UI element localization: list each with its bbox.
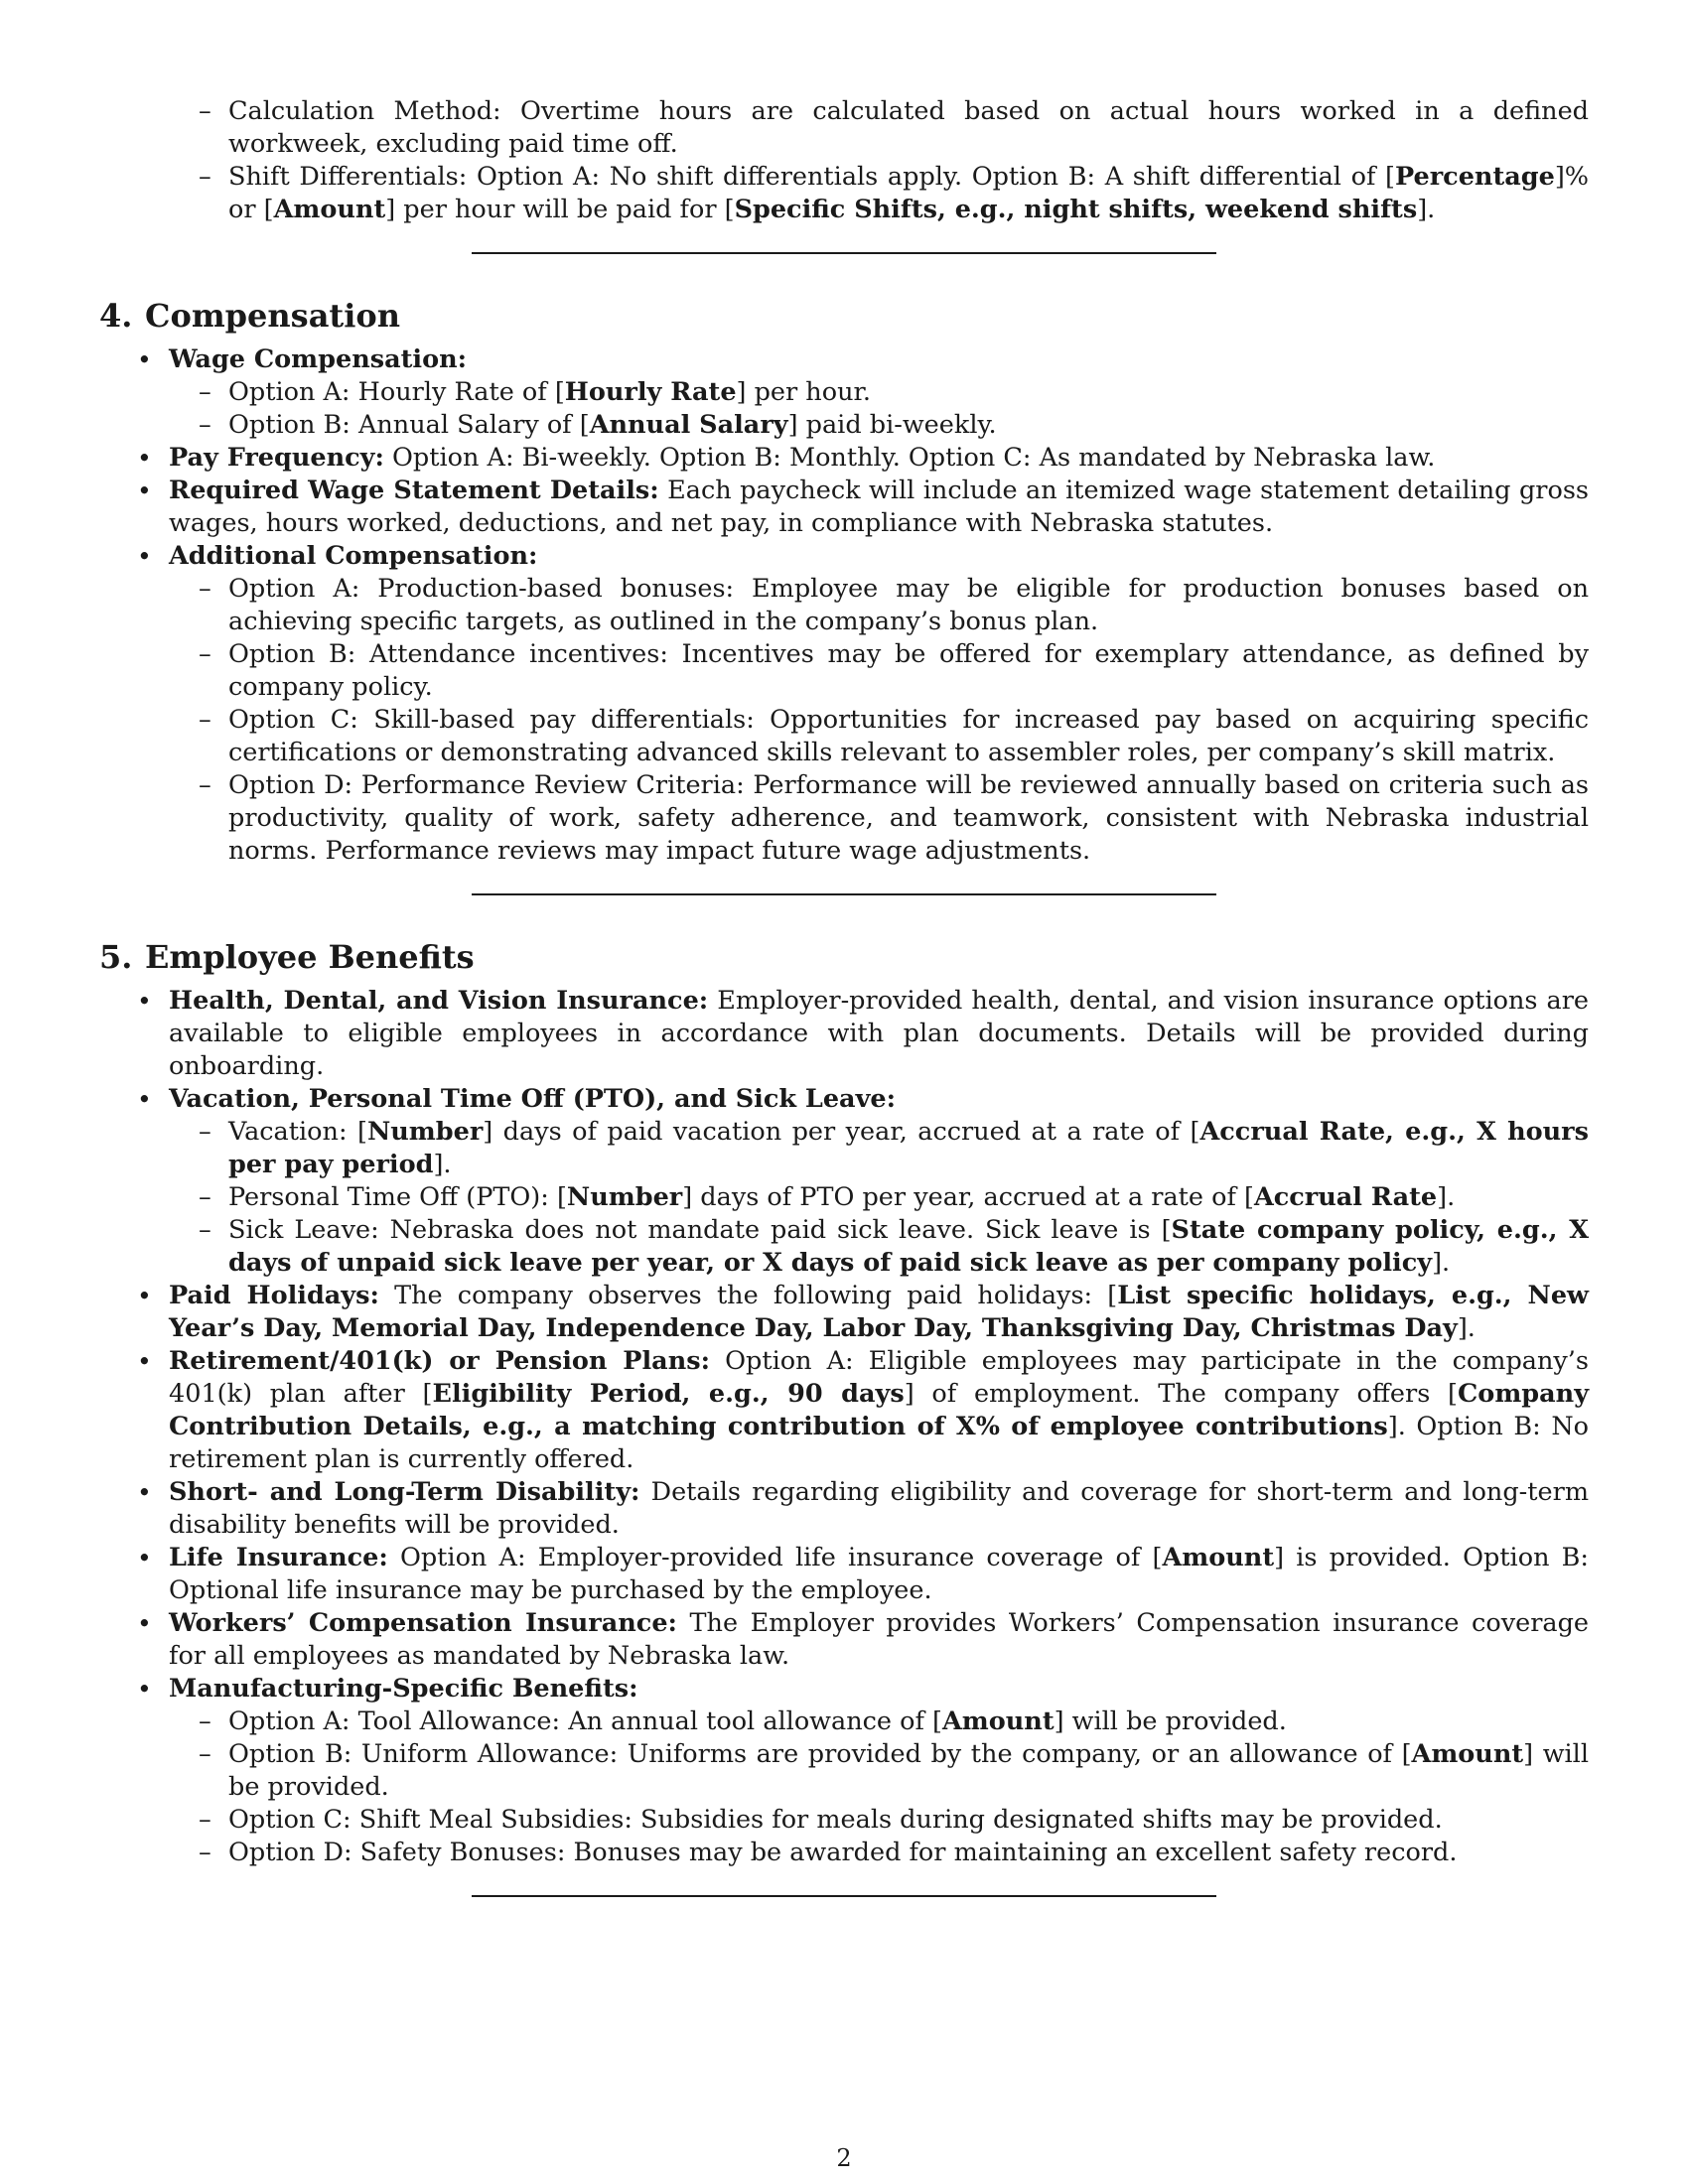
list-item [99, 161, 1589, 226]
list-item [99, 95, 1589, 161]
text-run: ]% or [ [228, 162, 1589, 224]
text-run: ] per hour will be paid for [ [385, 195, 735, 224]
list-item [99, 985, 1589, 1083]
item-label: Paid Holidays: [169, 1281, 379, 1310]
list-item [169, 409, 1589, 442]
section-divider [472, 893, 1216, 895]
placeholder-field: Amount [1162, 1543, 1275, 1572]
placeholder-field: Number [366, 1117, 484, 1147]
section-number: 4. [99, 297, 133, 335]
list-item [169, 1116, 1589, 1181]
list-item: – Option D: Safety Bonuses: Bonuses may be awarded for maintaining an excellent safety record. [169, 1837, 1589, 1869]
text-run: Each paycheck will include an itemized wage statement detailing gross wages, hours worked, deductions, and net pay, in compliance with Nebraska statutes. [169, 476, 1590, 538]
text-run: ] days of paid vacation per year, accrued at a rate of [ [483, 1117, 1200, 1147]
placeholder-field: Company Contribution Details, e.g., a matching contribution of X% of employee contributions [169, 1379, 1590, 1441]
list-item [169, 1706, 1589, 1738]
text-run: ] will be provided. [1054, 1706, 1287, 1736]
text-run: Option A: Bi-weekly. Option B: Monthly. Option C: As mandated by Nebraska law. [383, 443, 1436, 473]
placeholder-field: Accrual Rate [1253, 1182, 1438, 1212]
list-item [99, 1607, 1589, 1673]
section-heading [99, 296, 1589, 336]
list-item: – Option A: Production-based bonuses: Employee may be eligible for production bonuses based on achieving specific targets, as outlined in the company’s bonus plan. [169, 573, 1589, 638]
section-divider [472, 252, 1216, 254]
placeholder-field: Hourly Rate [564, 377, 737, 407]
placeholder-field: Eligibility Period, e.g., 90 days [432, 1379, 905, 1409]
list-item [169, 376, 1589, 409]
text-run: The Employer provides Workers’ Compensation insurance coverage for all employees as mandated by Nebraska law. [169, 1608, 1589, 1671]
text-run: ]. [1417, 195, 1436, 224]
placeholder-field: Percentage [1395, 162, 1555, 192]
section-number: 5. [99, 938, 133, 976]
text-run: ] per hour. [736, 377, 872, 407]
sub-list [169, 376, 1589, 442]
section-divider [472, 1895, 1216, 1897]
placeholder-field: Amount [273, 195, 386, 224]
item-label: Pay Frequency: [169, 443, 384, 473]
placeholder-field: Accrual Rate, e.g., X hours per pay period [228, 1117, 1589, 1179]
item-label: Manufacturing-Specific Benefits: [169, 1674, 638, 1704]
item-label: Short- and Long-Term Disability: [169, 1477, 640, 1507]
text-run: Option A: No shift differentials apply. Option B: A shift differential of [ [467, 162, 1396, 192]
page-content [99, 95, 1589, 1897]
placeholder-field: Specific Shifts, e.g., night shifts, weekend shifts [734, 195, 1418, 224]
placeholder-field: Annual Salary [589, 410, 788, 440]
text-run: Details regarding eligibility and coverage for short-term and long-term disability benefits will be provided. [169, 1477, 1589, 1540]
text-run: Option A: Employer-provided life insurance coverage of [ [387, 1543, 1163, 1572]
text-run: Option B: Uniform Allowance: Uniforms are provided by the company, or an allowance of [ [228, 1739, 1412, 1769]
placeholder-field: Amount [1411, 1739, 1524, 1769]
list-item [99, 1673, 1589, 1869]
calc-method-label: Calculation Method: [228, 96, 501, 126]
item-label: Required Wage Statement Details: [169, 476, 659, 505]
text-run: Option A: Eligible employees may participate in the company’s 401(k) plan after [ [169, 1346, 1589, 1409]
text-run: Sick Leave: Nebraska does not mandate paid sick leave. Sick leave is [ [228, 1215, 1172, 1245]
text-run: ]. [433, 1150, 452, 1179]
compensation-list [99, 343, 1589, 868]
list-item [99, 1280, 1589, 1345]
item-label: Health, Dental, and Vision Insurance: [169, 986, 709, 1016]
list-item [169, 1181, 1589, 1214]
text-run: Option B: Annual Salary of [ [228, 410, 590, 440]
list-item [99, 1345, 1589, 1476]
text-run: Option A: Hourly Rate of [ [228, 377, 565, 407]
list-item [99, 1542, 1589, 1607]
text-run: Personal Time Off (PTO): [ [228, 1182, 567, 1212]
list-item [169, 1738, 1589, 1804]
item-label: Life Insurance: [169, 1543, 388, 1572]
section-heading [99, 937, 1589, 977]
list-item [99, 1476, 1589, 1542]
text-run: Employer-provided health, dental, and vision insurance options are available to eligible employees in accordance with plan documents. Details will be provided during onboarding. [169, 986, 1589, 1081]
page-number: 2 [836, 2144, 852, 2172]
overtime-sublist [99, 95, 1589, 226]
list-item [99, 540, 1589, 868]
list-item [99, 475, 1589, 540]
text-run: ]. [1432, 1248, 1451, 1278]
list-item: – Option C: Shift Meal Subsidies: Subsidies for meals during designated shifts may be provided. [169, 1804, 1589, 1837]
calc-method-text: Overtime hours are calculated based on actual hours worked in a defined workweek, excluding paid time off. [228, 96, 1589, 159]
text-run: The company observes the following paid holidays: [ [378, 1281, 1118, 1310]
list-item [99, 442, 1589, 475]
placeholder-field: Number [566, 1182, 683, 1212]
list-item: – Option D: Performance Review Criteria: Performance will be reviewed annually based on criteria such as productivity, quality of work, safety adherence, and teamwork, consistent with Nebraska industrial norms. Performance reviews may impact future wage adjustments. [169, 769, 1589, 868]
list-item [169, 1214, 1589, 1280]
item-label: Vacation, Personal Time Off (PTO), and Sick Leave: [169, 1084, 897, 1114]
benefits-list [99, 985, 1589, 1869]
sub-list [169, 1706, 1589, 1869]
text-run: ] will be provided. [228, 1739, 1589, 1802]
item-label: Wage Compensation: [169, 344, 468, 374]
text-run: ] paid bi-weekly. [787, 410, 997, 440]
text-run: ] days of PTO per year, accrued at a rate of [ [682, 1182, 1254, 1212]
text-run: Vacation: [ [228, 1117, 367, 1147]
shift-diff-label: Shift Differentials: [228, 162, 468, 192]
text-run: ]. Option B: No retirement plan is currently offered. [169, 1412, 1590, 1474]
list-item: – Option C: Skill-based pay differentials: Opportunities for increased pay based on acquiring specific certifications or demonstrating advanced skills relevant to assembler roles, per company’s skill matrix. [169, 704, 1589, 769]
item-label: Retirement/401(k) or Pension Plans: [169, 1346, 711, 1376]
list-item [99, 1083, 1589, 1280]
sub-list [169, 1116, 1589, 1280]
list-item: – Option B: Attendance incentives: Incentives may be offered for exemplary attendance, as defined by company policy. [169, 638, 1589, 704]
text-run: ]. [1437, 1182, 1456, 1212]
text-run: ]. [1457, 1313, 1476, 1343]
section-title: Compensation [145, 297, 400, 335]
item-label: Workers’ Compensation Insurance: [169, 1608, 677, 1638]
text-run: ] is provided. Option B: Optional life insurance may be purchased by the employee. [169, 1543, 1589, 1605]
placeholder-field: State company policy, e.g., X days of unpaid sick leave per year, or X days of paid sick leave as per company policy [228, 1215, 1590, 1278]
item-label: Additional Compensation: [169, 541, 538, 571]
placeholder-field: Amount [941, 1706, 1055, 1736]
placeholder-field: List specific holidays, e.g., New Year’s Day, Memorial Day, Independence Day, Labor Day, Thanksgiving Day, Christmas Day [169, 1281, 1589, 1343]
section-title: Employee Benefits [145, 938, 475, 976]
list-item [99, 343, 1589, 442]
sub-list [169, 573, 1589, 868]
text-run: ] of employment. The company offers [ [904, 1379, 1459, 1409]
text-run: Option A: Tool Allowance: An annual tool allowance of [ [228, 1706, 942, 1736]
